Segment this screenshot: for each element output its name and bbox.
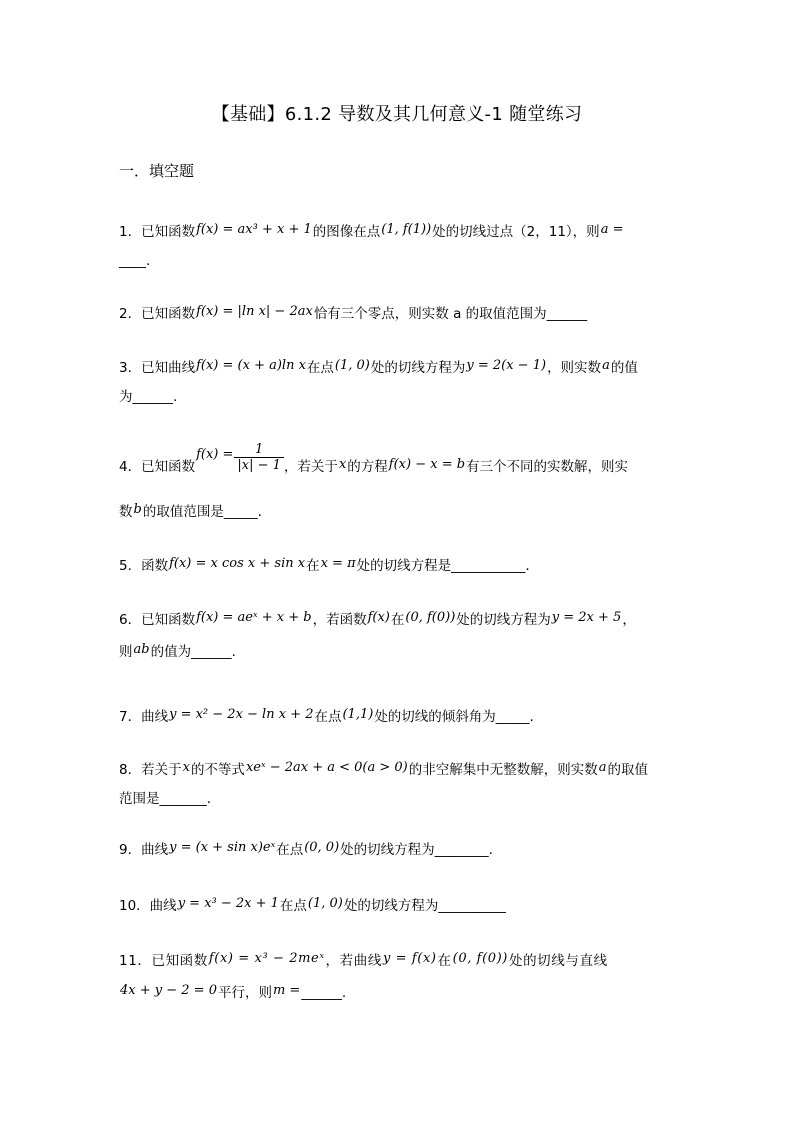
q4-variable: x [338, 457, 347, 472]
q7-number: 7．曲线 [119, 709, 169, 725]
question-4 [119, 441, 679, 527]
q4-text: 的取值范围是_____. [142, 503, 262, 520]
q1-variable: a = [600, 222, 624, 237]
question-5 [119, 549, 679, 581]
q9-point: (0, 0) [304, 840, 340, 855]
q2-function: f(x) = |ln x| − 2ax [196, 304, 313, 319]
q3-variable: a [602, 358, 610, 373]
q8-text: 的取值 [607, 762, 649, 778]
q8-text: 范围是_______. [119, 791, 212, 807]
q1-answer-blank: ____. [119, 253, 151, 269]
q4-text: 的方程 [347, 459, 388, 475]
q10-text: 处的切线方程为__________ [343, 898, 506, 914]
q10-point: (1, 0) [307, 896, 343, 911]
question-9 [119, 833, 679, 865]
q9-text: 处的切线方程为________. [340, 842, 493, 858]
q10-number: 10．曲线 [119, 898, 177, 914]
q5-function: f(x) = x cos x + sin x [169, 556, 306, 571]
question-3 [119, 351, 679, 412]
q5-text: 在 [306, 558, 320, 574]
q11-function: f(x) = x³ − 2meˣ [208, 951, 325, 966]
question-6 [119, 603, 679, 667]
q7-function: y = x² − 2x − ln x + 2 [169, 707, 314, 722]
q10-function: y = x³ − 2x + 1 [177, 896, 279, 911]
q11-text: 在 [437, 953, 452, 969]
q4-denominator: |x| − 1 [237, 457, 281, 473]
q4-variable-b: b [133, 501, 142, 517]
q7-text: 在点 [314, 709, 342, 725]
q8-variable: x [182, 760, 190, 775]
q1-number: 1．已知函数 [119, 224, 196, 240]
q7-text: 处的切线的倾斜角为_____. [374, 709, 534, 725]
q3-number: 3．已知曲线 [119, 360, 196, 376]
q6-function: f(x) = aeˣ + x + b [196, 610, 312, 625]
q6-text: 则 [119, 644, 133, 660]
q5-number: 5．函数 [119, 558, 169, 574]
q11-number: 11．已知函数 [119, 953, 208, 969]
q6-text: 在 [390, 612, 405, 628]
q11-curve: y = f(x) [382, 951, 437, 966]
q8-variable-a: a [598, 760, 607, 775]
q3-text: ，则实数 [547, 360, 602, 376]
q1-text: 的图像在点 [312, 224, 381, 240]
q3-point: (1, 0) [334, 358, 370, 373]
q4-number: 4．已知函数 [119, 459, 196, 475]
q6-fx: f(x) [367, 610, 390, 625]
q10-text: 在点 [279, 898, 307, 914]
q5-point: x = π [320, 556, 356, 571]
q6-variable: ab [133, 642, 150, 657]
q2-number: 2．已知函数 [119, 306, 196, 322]
q11-line-equation: 4x + y − 2 = 0 [120, 983, 217, 998]
q7-point: (1,1) [342, 707, 374, 722]
q3-text: 为______. [119, 389, 178, 405]
q11-text: ，若曲线 [325, 953, 382, 969]
q6-text: ， [622, 612, 636, 628]
q5-text: 处的切线方程是___________. [356, 558, 530, 574]
q4-fraction [234, 442, 284, 473]
q11-text: 处的切线与直线 [508, 953, 608, 969]
q8-text: 的非空解集中无整数解，则实数 [408, 762, 598, 778]
question-10 [119, 889, 679, 921]
question-11 [119, 944, 679, 1008]
page-title: 【基础】6.1.2 导数及其几何意义-1 随堂练习 [211, 104, 583, 125]
section-heading: 一．填空题 [119, 162, 195, 180]
q8-inequality: xeˣ − 2ax + a < 0(a > 0) [245, 760, 408, 775]
q6-text: ，若函数 [312, 612, 367, 628]
q3-equation: y = 2(x − 1) [466, 358, 547, 373]
q6-point: (0, f(0)) [405, 610, 456, 625]
question-8 [119, 753, 679, 814]
q4-numerator: 1 [234, 442, 284, 458]
q6-number: 6．已知函数 [119, 612, 196, 628]
q2-text: 恰有三个零点，则实数 a 的取值范围为______ [313, 306, 588, 322]
q3-text: 在点 [306, 360, 334, 376]
q6-text: 的值为______. [150, 644, 236, 660]
question-2 [119, 297, 679, 329]
q4-equation: f(x) − x = b [388, 457, 466, 472]
q9-text: 在点 [276, 842, 304, 858]
q1-text: 处的切线过点（2，11），则 [432, 224, 600, 240]
q3-text: 的值 [610, 360, 638, 376]
q9-number: 9．曲线 [119, 842, 169, 858]
q1-function: f(x) = ax³ + x + 1 [196, 222, 312, 237]
q4-function-lhs: f(x) = [196, 447, 234, 462]
q11-text: ______. [301, 985, 347, 1001]
q9-function: y = (x + sin x)eˣ [169, 840, 276, 855]
q6-equation: y = 2x + 5 [551, 610, 622, 625]
q11-text: 平行，则 [217, 985, 272, 1001]
q4-text: ，若关于 [283, 459, 338, 475]
q8-text: 的不等式 [190, 762, 245, 778]
q11-variable: m = [272, 983, 301, 998]
q8-number: 8．若关于 [119, 762, 182, 778]
question-1 [119, 215, 679, 276]
q11-point: (0, f(0)) [452, 951, 508, 966]
question-7 [119, 700, 679, 732]
q1-point: (1, f(1)) [381, 222, 432, 237]
q3-function: f(x) = (x + a)ln x [196, 358, 306, 373]
q3-text: 处的切线方程为 [370, 360, 466, 376]
q4-text: 数 [119, 503, 133, 520]
q4-text: 有三个不同的实数解，则实 [466, 459, 629, 475]
q6-text: 处的切线方程为 [456, 612, 551, 628]
